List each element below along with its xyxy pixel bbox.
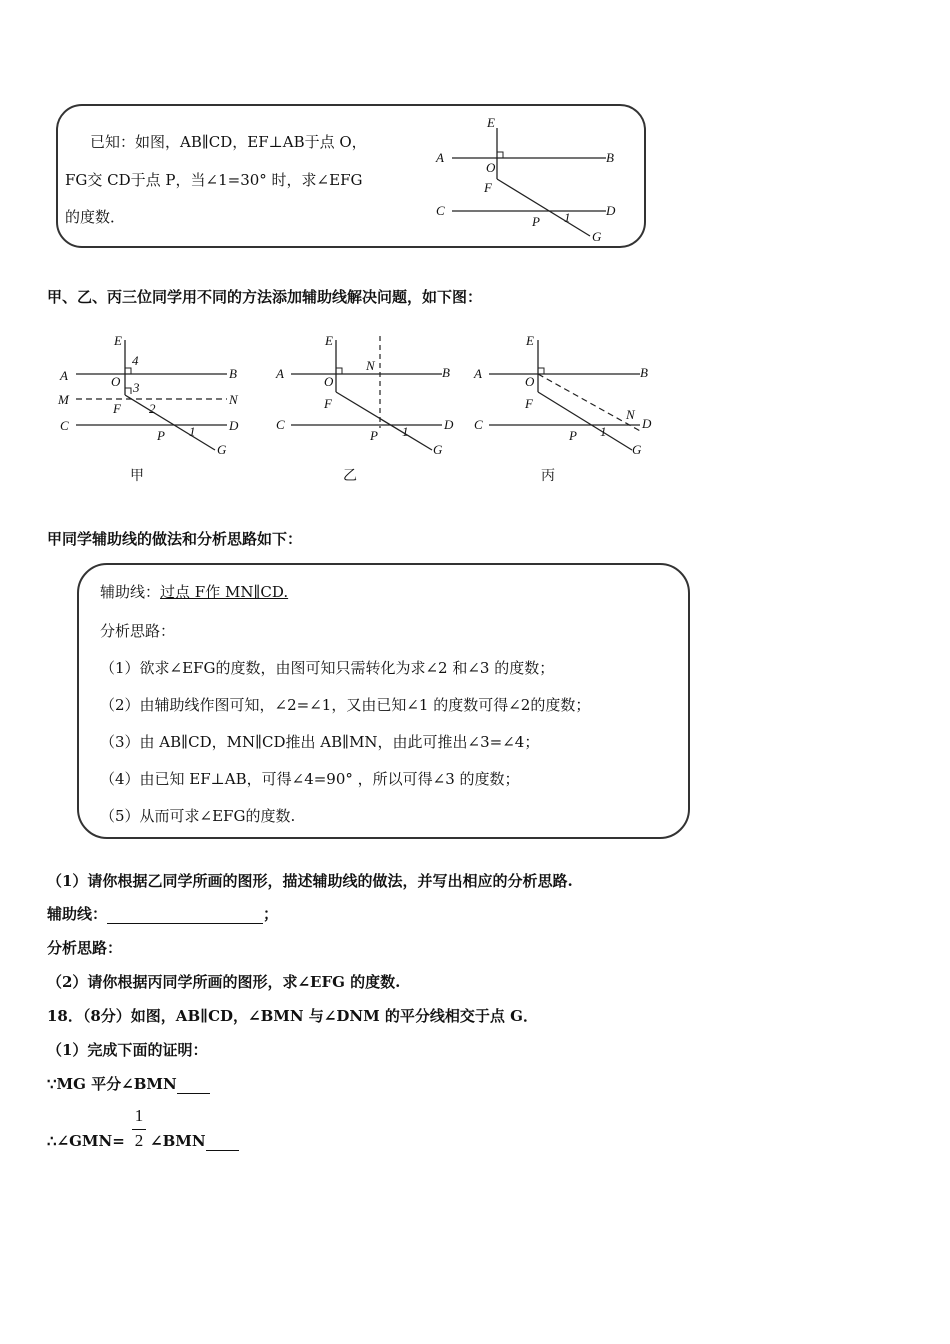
given-label-1: 1: [564, 210, 571, 225]
given-label-G: G: [592, 229, 602, 244]
proof-1-blank[interactable]: [177, 1075, 210, 1094]
aux-line-label: 辅助线：: [47, 905, 108, 923]
jia-label-B: B: [229, 366, 237, 381]
jia-label-2: 2: [149, 401, 156, 416]
bing-label-B: B: [640, 365, 648, 380]
given-label-A: A: [436, 150, 444, 165]
given-label-B: B: [606, 150, 614, 165]
analysis-aux-text: 过点 F作 MN∥CD.: [160, 583, 289, 601]
question-18: 18．（8分）如图，AB∥CD，∠BMN 与∠DNM 的平分线相交于点 G．: [47, 1007, 538, 1025]
proof-line-1: [47, 1073, 210, 1094]
yi-label-C: C: [276, 417, 285, 432]
analysis-step-1: （1）欲求∠EFG的度数，由图可知只需转化为求∠2 和∠3 的度数；: [100, 659, 555, 677]
given-label-E: E: [487, 115, 495, 130]
aux-line-answer: [47, 903, 278, 924]
jia-label-1: 1: [189, 424, 196, 439]
jia-label-G: G: [217, 442, 227, 457]
intro-text: 甲、乙、丙三位同学用不同的方法添加辅助线解决问题，如下图：: [47, 288, 483, 306]
given-label-C: C: [436, 203, 445, 218]
yi-label-G: G: [433, 442, 443, 457]
proof-2-blank[interactable]: [206, 1132, 239, 1151]
fraction-denominator: 2: [134, 1131, 144, 1150]
given-line-3: 的度数．: [65, 208, 126, 226]
bing-label-C: C: [474, 417, 483, 432]
caption-bing: 丙: [541, 468, 555, 484]
jia-label-D: D: [229, 418, 239, 433]
bing-label-1: 1: [600, 424, 607, 439]
caption-yi: 乙: [343, 468, 357, 484]
yi-label-P: P: [370, 428, 378, 443]
given-label-D: D: [606, 203, 616, 218]
question-1: （1）请你根据乙同学所画的图形，描述辅助线的做法，并写出相应的分析思路.: [47, 872, 573, 890]
given-label-F: F: [484, 180, 492, 195]
analysis-step-4: （4）由已知 EF⊥AB，可得∠4=90° ，所以可得∠3 的度数；: [100, 770, 520, 788]
jia-heading: 甲同学辅助线的做法和分析思路如下：: [47, 530, 303, 548]
analysis-heading: 分析思路：: [100, 622, 176, 640]
bing-label-D: D: [642, 416, 652, 431]
aux-line-end: ；: [263, 905, 279, 923]
bing-label-N: N: [626, 407, 635, 422]
jia-label-P: P: [157, 428, 165, 443]
analysis-aux-line: [100, 581, 288, 602]
yi-label-D: D: [444, 417, 454, 432]
figure-bing: [472, 328, 672, 458]
jia-label-A: A: [60, 368, 68, 383]
yi-label-B: B: [442, 365, 450, 380]
bing-label-G: G: [632, 442, 642, 457]
bing-label-A: A: [474, 366, 482, 381]
yi-label-E: E: [325, 333, 333, 348]
jia-label-N: N: [229, 392, 238, 407]
proof-1-text: ∵MG 平分∠BMN: [47, 1075, 177, 1093]
bing-label-P: P: [569, 428, 577, 443]
figure-yi: [272, 328, 472, 458]
caption-jia: 甲: [130, 468, 144, 484]
yi-label-O: O: [324, 374, 334, 389]
given-line-2: FG交 CD于点 P，当∠1=30° 时，求∠EFG: [65, 171, 363, 189]
analysis-step-2: （2）由辅助线作图可知，∠2=∠1，又由已知∠1 的度数可得∠2的度数；: [100, 696, 591, 714]
analysis-aux-prefix: 辅助线：: [100, 583, 161, 601]
bing-label-O: O: [525, 374, 535, 389]
aux-line-blank[interactable]: [107, 905, 263, 924]
jia-label-E: E: [114, 333, 122, 348]
fraction-bar: [132, 1129, 146, 1130]
jia-label-4: 4: [132, 353, 139, 368]
bing-label-F: F: [525, 396, 533, 411]
analysis-label: 分析思路：: [47, 939, 123, 957]
jia-label-O: O: [111, 374, 121, 389]
proof-2-prefix: ∴∠GMN=: [47, 1132, 125, 1150]
yi-label-A: A: [276, 366, 284, 381]
yi-label-1: 1: [402, 424, 409, 439]
proof-line-2-suffix: [150, 1132, 239, 1151]
figure-jia: [55, 328, 255, 458]
analysis-step-3: （3）由 AB∥CD，MN∥CD推出 AB∥MN，由此可推出∠3=∠4；: [100, 733, 540, 751]
jia-label-3: 3: [133, 380, 140, 395]
fraction-numerator: 1: [134, 1106, 144, 1125]
given-label-P: P: [532, 214, 540, 229]
proof-2-suffix: ∠BMN: [150, 1132, 206, 1150]
given-figure: [420, 110, 630, 245]
jia-label-M: M: [58, 392, 69, 407]
jia-label-C: C: [60, 418, 69, 433]
yi-label-N: N: [366, 358, 375, 373]
jia-label-F: F: [113, 401, 121, 416]
bing-label-E: E: [526, 333, 534, 348]
question-18-part-1: （1）完成下面的证明：: [47, 1041, 208, 1059]
question-2: （2）请你根据丙同学所画的图形，求∠EFG 的度数.: [47, 973, 401, 991]
given-label-O: O: [486, 160, 496, 175]
yi-label-F: F: [324, 396, 332, 411]
given-line-1: 已知：如图，AB∥CD，EF⊥AB于点 O，: [90, 133, 367, 151]
analysis-step-5: （5）从而可求∠EFG的度数.: [100, 807, 296, 825]
